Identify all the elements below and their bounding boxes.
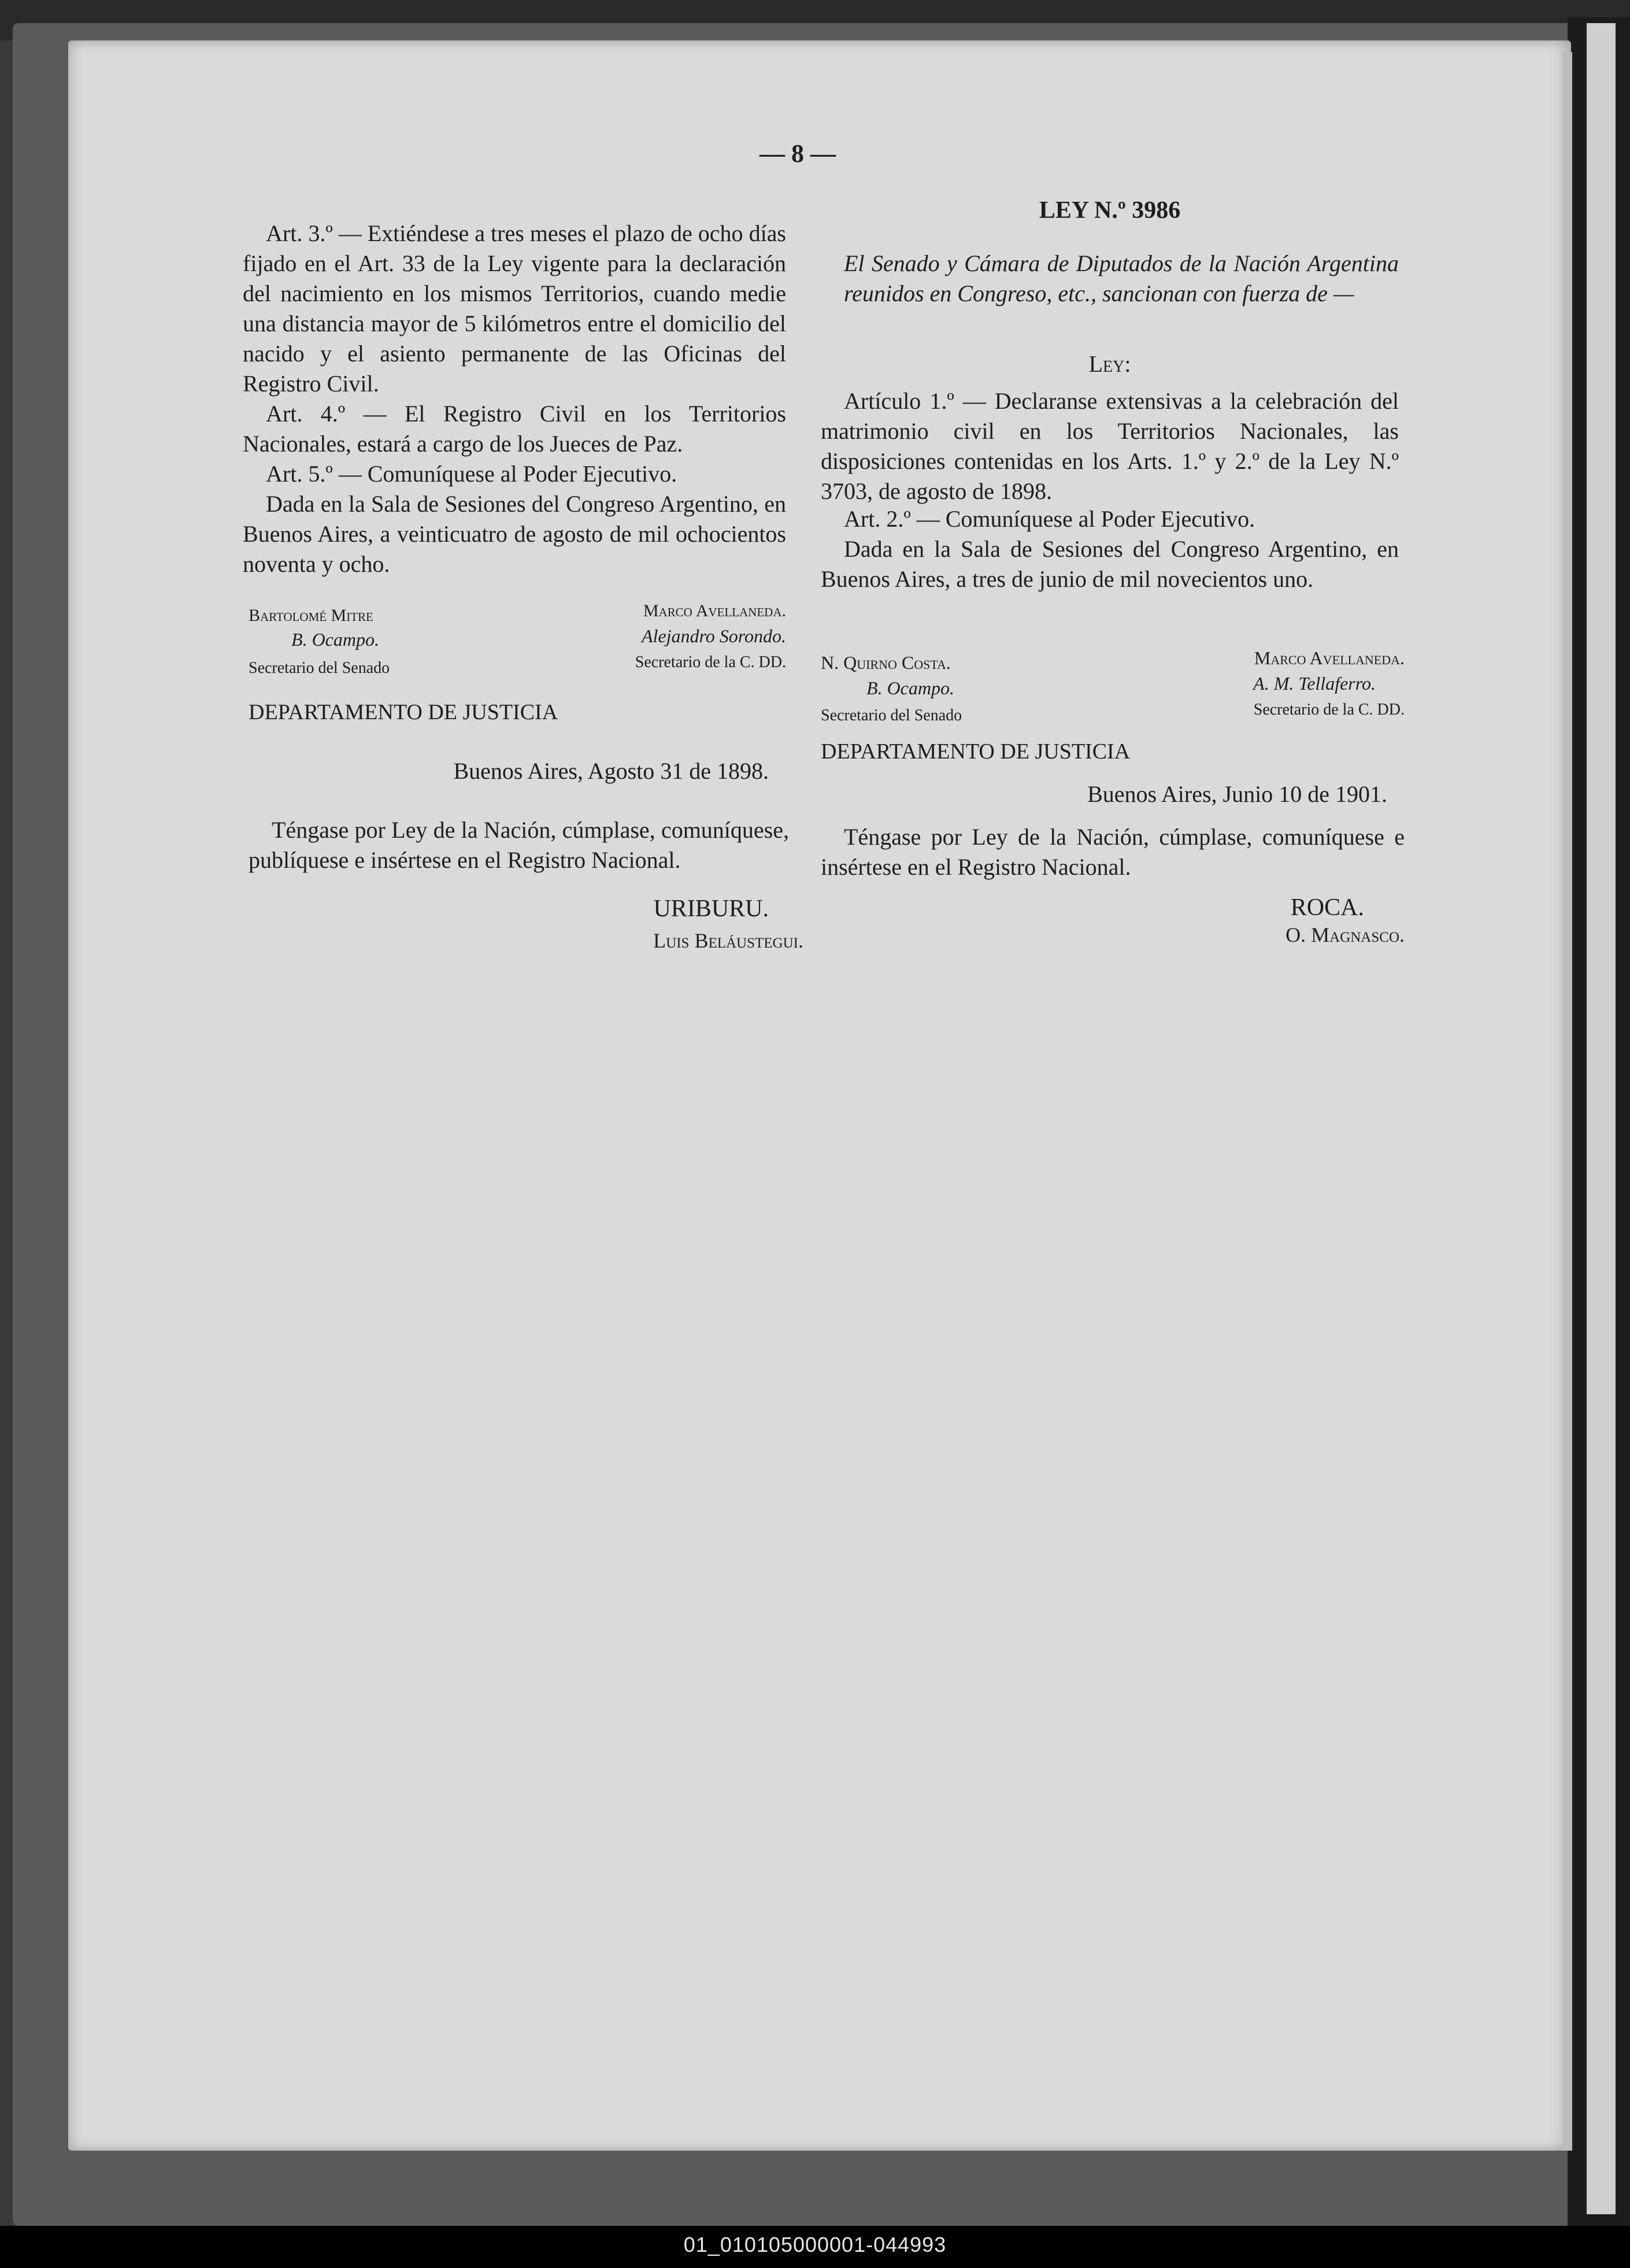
right-decree: Téngase por Ley de la Nación, cúmplase, comuníquese e insértese en el Registro Nacional.	[821, 824, 1405, 880]
law-title: LEY N.º 3986	[1039, 197, 1181, 224]
right-article-1: Artículo 1.º — Declaranse extensivas a la celebración del matrimonio civil en los Territorios Nacionales, las disposiciones contenidas en los Arts. 1.º y 2.º de la Ley N.º 3703, de agosto de 1898.	[821, 388, 1399, 504]
left-signature-deputies-secretary: Alejandro Sorondo.	[641, 626, 786, 646]
left-date: Buenos Aires, Agosto 31 de 1898.	[453, 758, 769, 784]
left-signature-deputies-role: Secretario de la C. DD.	[635, 653, 786, 671]
right-date: Buenos Aires, Junio 10 de 1901.	[1087, 781, 1387, 807]
scan-identifier: 01_010105000001-044993	[683, 2233, 947, 2256]
right-dada-paragraph: Dada en la Sala de Sesiones del Congreso Argentino, en Buenos Aires, a tres de junio de mil novecientos uno.	[821, 536, 1399, 592]
left-decree: Téngase por Ley de la Nación, cúmplase, comuníquese, publíquese e insértese en el Registro Nacional.	[249, 817, 789, 873]
right-signature-deputies-secretary: A. M. Tellaferro.	[1253, 673, 1376, 694]
page-edge	[1563, 52, 1572, 2151]
left-signature-president: Bartolomé Mitre	[249, 606, 373, 625]
right-signature-secretary: B. Ocampo.	[866, 678, 954, 698]
right-signature-role: Secretario del Senado	[821, 706, 962, 724]
left-signer-minister: Luis Beláustegui.	[653, 929, 803, 952]
left-signature-deputies-president: Marco Avellaneda.	[643, 601, 786, 620]
next-page-edge	[1587, 23, 1616, 2214]
right-article-2: Art. 2.º — Comuníquese al Poder Ejecutivo.	[844, 506, 1255, 532]
left-signer-president: URIBURU.	[653, 896, 769, 922]
right-department: DEPARTAMENTO DE JUSTICIA	[821, 739, 1131, 764]
right-signature-president: N. Quirno Costa.	[821, 652, 951, 673]
left-dada-paragraph: Dada en la Sala de Sesiones del Congreso Argentino, en Buenos Aires, a veinticuatro de agosto de mil ochocientos noventa y ocho.	[243, 491, 786, 577]
left-department: DEPARTAMENTO DE JUSTICIA	[249, 700, 558, 724]
left-signature-role: Secretario del Senado	[249, 659, 390, 677]
law-ley-heading: Ley:	[1088, 351, 1131, 377]
right-signature-deputies-president: Marco Avellaneda.	[1254, 648, 1405, 668]
left-article-4: Art. 4.º — El Registro Civil en los Territorios Nacionales, estará a cargo de los Jueces de Paz.	[243, 401, 786, 457]
left-signature-secretary: B. Ocampo.	[291, 629, 379, 650]
right-signer-minister: O. Magnasco.	[1286, 923, 1405, 946]
right-signer-president: ROCA.	[1290, 894, 1364, 921]
page-number: — 8 —	[760, 139, 836, 168]
left-article-5: Art. 5.º — Comuníquese al Poder Ejecutivo.	[266, 461, 677, 487]
right-signature-deputies-role: Secretario de la C. DD.	[1253, 701, 1405, 719]
law-preamble: El Senado y Cámara de Diputados de la Nación Argentina reunidos en Congreso, etc., sancionan con fuerza de —	[844, 250, 1399, 306]
left-article-3: Art. 3.º — Extiéndese a tres meses el plazo de ocho días fijado en el Art. 33 de la Ley vigente para la declaración del nacimiento en los mismos Territorios, cuando medie una distancia mayor de 5 kilómetros entre el domicilio del nacido y el asiento permanente de las Oficinas del Registro Civil.	[243, 220, 786, 397]
